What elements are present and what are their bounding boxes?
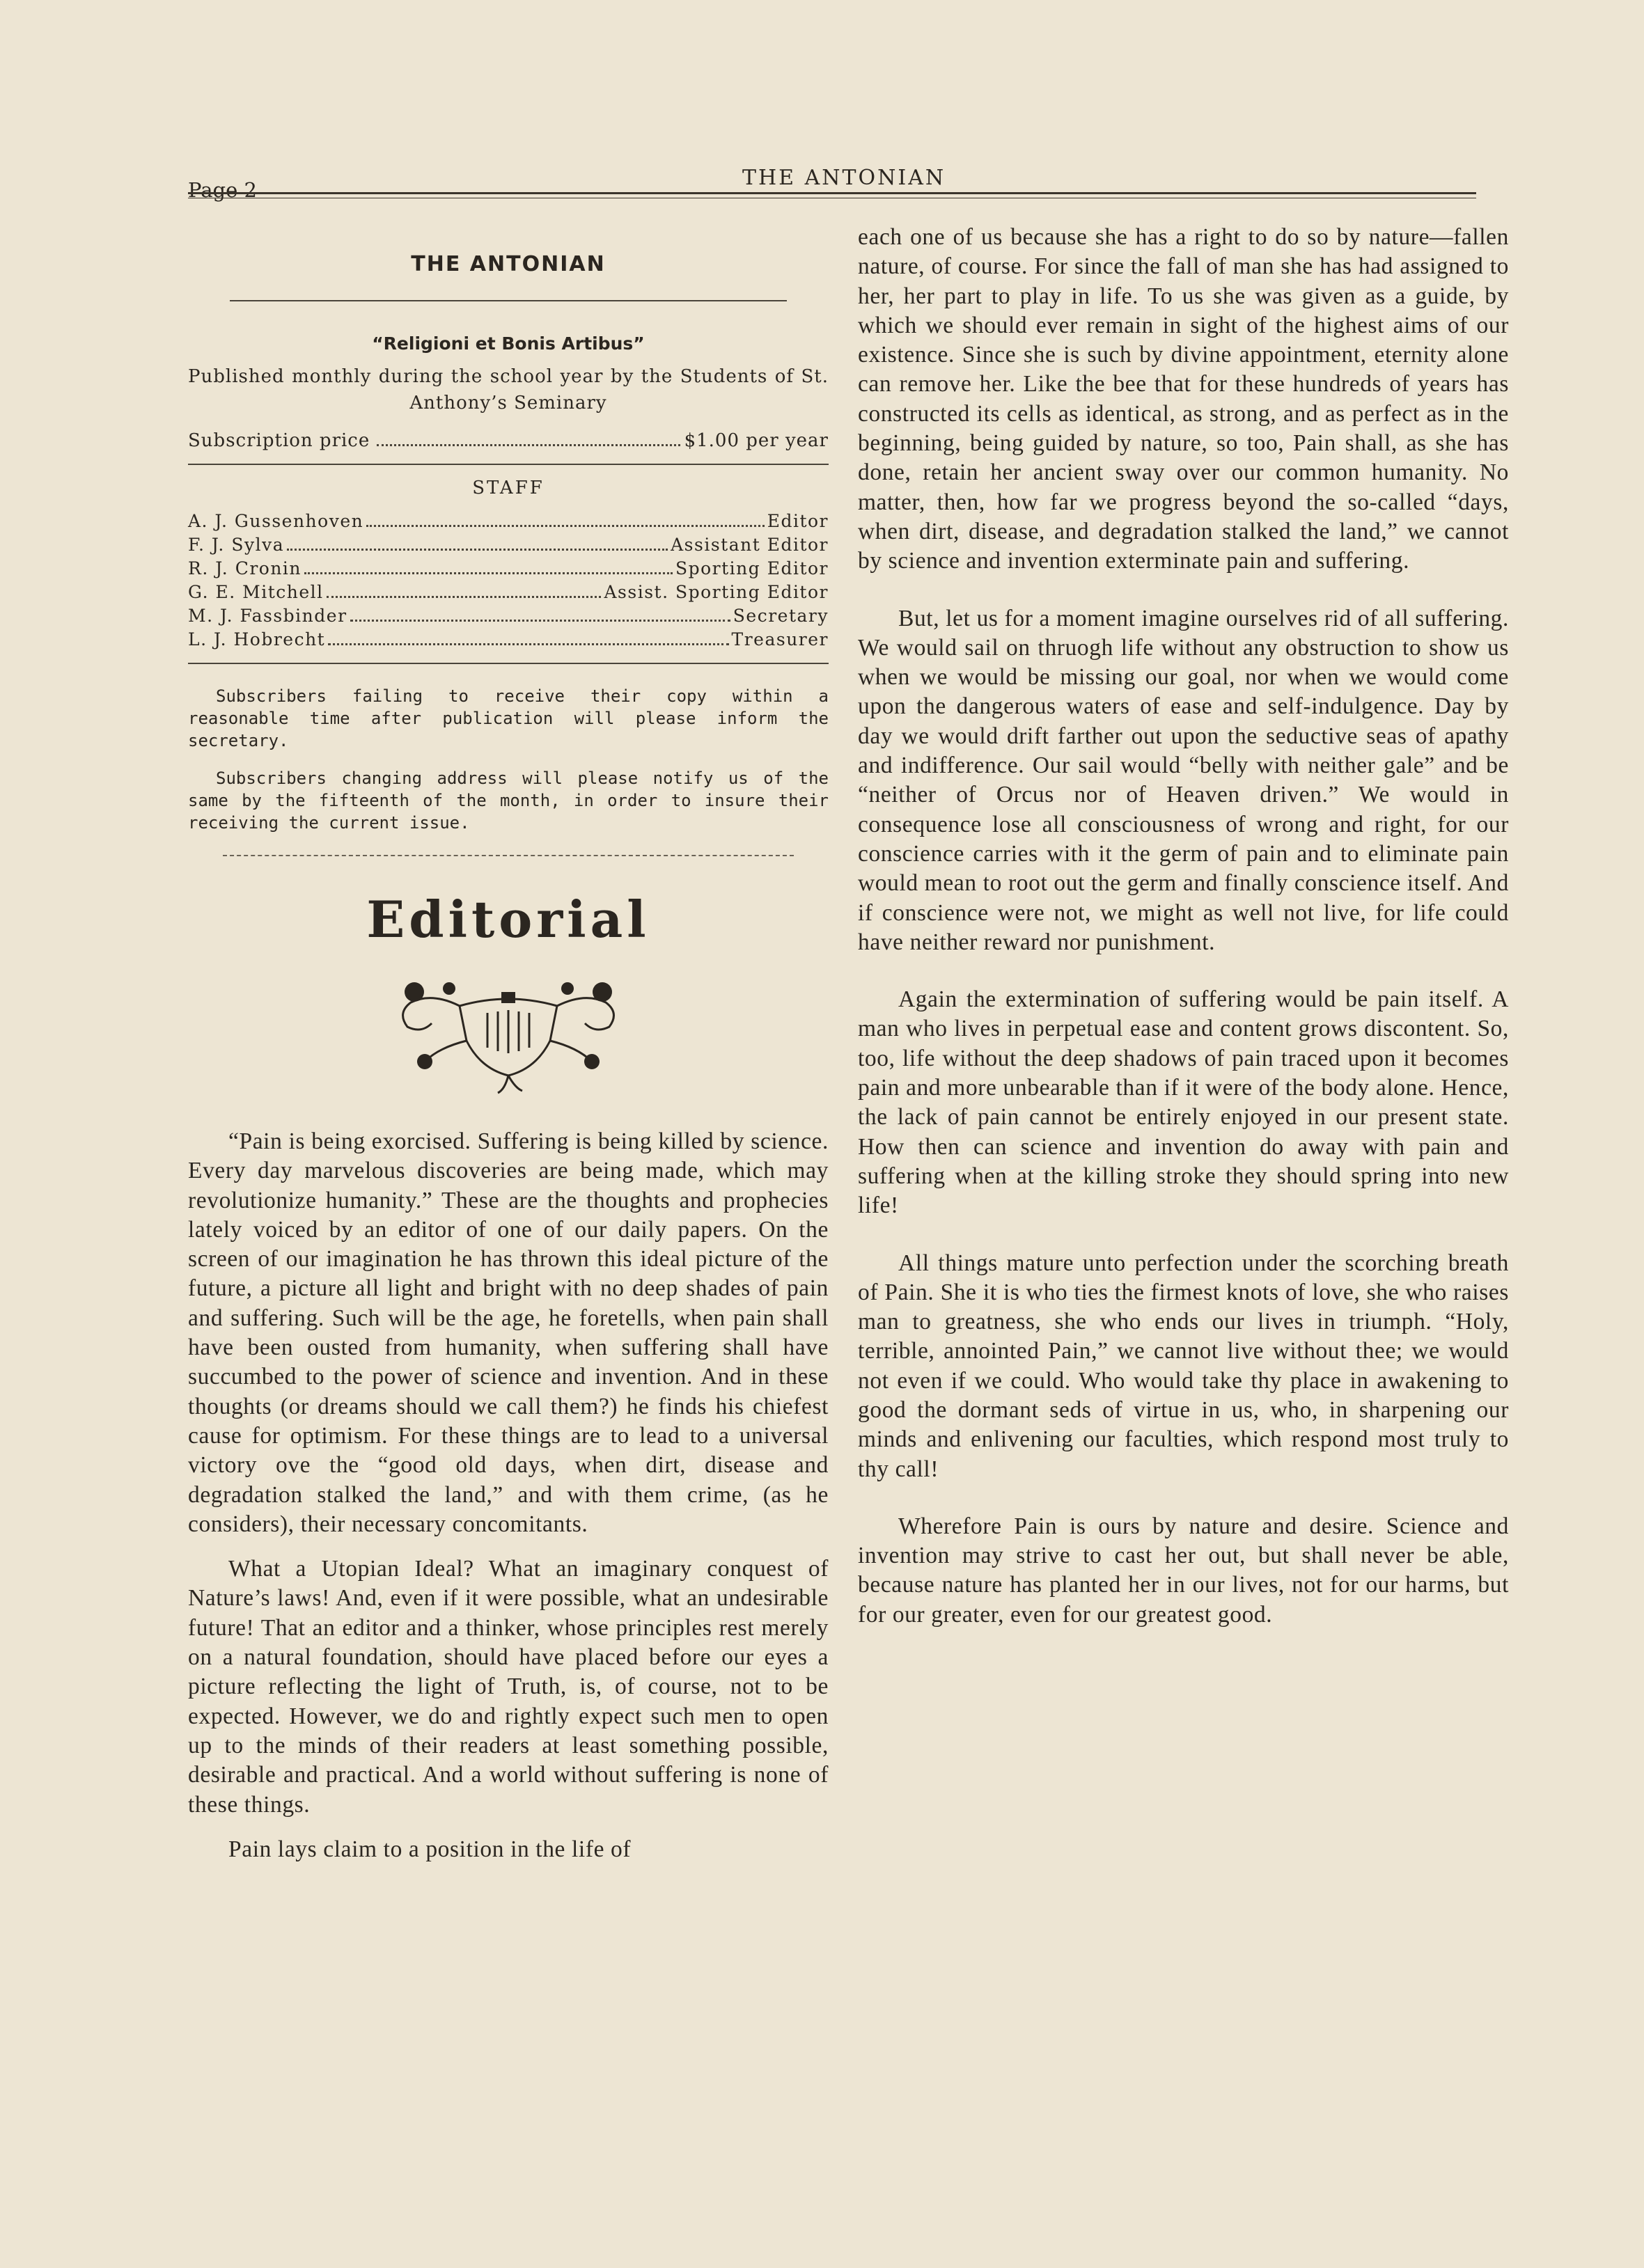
staff-name: F. J. Sylva (188, 535, 285, 555)
staff-row (188, 581, 829, 604)
staff-row (188, 510, 829, 533)
dot-leader (304, 572, 673, 574)
running-title: THE ANTONIAN (742, 166, 946, 190)
editorial-paragraph: Wherefore Pain is ours by nature and desire. Science and invention may strive to cast her out, but shall never be able, because nature has planted her in our lives, not for our harms, but for our greater, even for our greatest good. (858, 1513, 1509, 1628)
masthead-title: THE ANTONIAN (411, 252, 606, 276)
staff-list (188, 510, 829, 652)
editorial-paragraph: “Pain is being exorcised. Suffering is being killed by science. Every day marvelous discoveries are being made, which may revolutionize humanity.” These are the thoughts and prophecies lately voiced by an editor of one of our daily papers. On the screen of our imagination he has thrown this ideal picture of the future, a picture all light and bright with no deep shades of pain and suffering. Such will be the age, he foretells, when pain shall have been ousted from humanity, when suffering shall have succumbed to the power of science and invention. And in these thoughts (or dreams should we call them?) he finds his chiefest cause for optimism. For these things are to lead to a universal victory ove the “good old days, when dirt, disease and degradation stalked the land,” and with them crime, (as he considers), their necessary concomitants. (188, 1128, 829, 1537)
paragraph-gap (188, 1820, 829, 1835)
page-number: Page 2 (188, 178, 257, 202)
masthead-motto: “Religioni et Bonis Artibus” (372, 333, 645, 354)
subscription-label: Subscription price (188, 430, 370, 451)
dot-leader (377, 444, 680, 446)
paragraph-gap (858, 1221, 1509, 1249)
editorial-paragraph: Again the extermination of suffering would be pain itself. A man who lives in perpetual ease and content grows discontent. So, too, life without the deep shadows of pain traced upon it becomes pain and more unbearable than if it were of the body alone. Hence, the lack of pain cannot be entirely enjoyed in our present state. How then can science and invention do away with pain and suffering when at the killing stroke they should spring into new life! (858, 986, 1509, 1219)
staff-role: Assist. Sporting Editor (604, 582, 829, 602)
subscription-price: $1.00 per year (684, 430, 829, 451)
staff-role: Sporting Editor (675, 558, 829, 578)
notice-address: Subscribers changing address will please notify us of the same by the fifteenth of the month, in order to insure their receiving the current issue. (188, 769, 829, 833)
paragraph-gap (858, 1484, 1509, 1512)
editorial-left-text (188, 1127, 829, 1864)
ornament-icon (383, 964, 634, 1103)
staff-role: Secretary (733, 606, 829, 626)
staff-name: M. J. Fassbinder (188, 606, 347, 626)
editorial-paragraph: But, let us for a moment imagine ourselves rid of all suffering. We would sail on thruogh life without any obstruction to show us when we would be missing our goal, nor when we would come upon the dangerous waters of ease and self-indulgence. Day by day we would drift farther out upon the seductive seas of apathy and indifference. Our sail would “belly with neither gale” and be “neither of Orcus nor of Heaven driven.” We would in consequence lose all consciousness of wrong and right, for our conscience carries with it the germ of pain and to eliminate pain would mean to root out the germ and finally conscience itself. And if conscience were not, we might as well not live, for life could have neither reward nor punishment. (858, 605, 1509, 955)
editorial-paragraph: What a Utopian Ideal? What an imaginary conquest of Nature’s laws! And, even if it were possible, what an undesirable future! That an editor and a thinker, whose principles rest merely on a natural foundation, should have placed before our eyes a picture reflecting the light of Truth, is, of course, not to be expected. However, we do and rightly expect such men to open up to the minds of their readers at least something possible, desirable and practical. And a world without suffering is none of these things. (188, 1556, 829, 1818)
staff-name: L. J. Hobrecht (188, 629, 326, 649)
staff-row (188, 604, 829, 628)
notice-copy: Subscribers failing to receive their copy within a reasonable time after publication will please inform the secretary. (188, 686, 829, 750)
editorial-paragraph: All things mature unto perfection under the scorching breath of Pain. She it is who ties the firmest knots of love, she who raises man to greatness, she who ends our lives in triumph. “Holy, terrible, annointed Pain,” we cannot live without thee; we would not even if we could. Who would take thy place in awakening to good the dormant seds of virtue in us, who, in sharpening our minds and enlivening our faculties, which respond most truly to thy call! (858, 1250, 1509, 1482)
dot-leader (366, 525, 764, 527)
staff-name: G. E. Mitchell (188, 582, 324, 602)
editorial-heading: Editorial (366, 890, 650, 949)
dot-leader (328, 643, 728, 645)
staff-divider (188, 663, 829, 664)
subscription-row (188, 430, 829, 451)
publication-info: Published monthly during the school year by the Students of St. Anthony’s Seminary (188, 366, 829, 414)
staff-row (188, 557, 829, 581)
paragraph-gap (858, 957, 1509, 985)
staff-name: A. J. Gussenhoven (188, 511, 364, 531)
right-column (858, 223, 1509, 1630)
left-column (188, 209, 829, 1864)
header-rule (188, 192, 1476, 194)
staff-name: R. J. Cronin (188, 558, 302, 578)
notice-divider (223, 855, 794, 856)
staff-row (188, 533, 829, 557)
paragraph-gap (858, 576, 1509, 604)
staff-role: Assistant Editor (671, 535, 829, 555)
masthead-divider (230, 300, 787, 301)
paragraph-gap (188, 1539, 829, 1554)
editorial-paragraph: Pain lays claim to a position in the life of (228, 1836, 632, 1862)
editorial-paragraph: each one of us because she has a right to do so by nature—fallen nature, of course. For since the fall of man she has had assigned to her, her part to play in life. To us she was given as a guide, by which we should ever remain in sight of the highest aims of our existence. Since she is such by divine appointment, eternity alone can remove her. Like the bee that for these hundreds of years has constructed its cells as identical, as strong, and as perfect as in the beginning, being guided by nature, so too, Pain shall, as she has done, retain her ancient sway over our common humanity. No matter, then, how far we progress beyond the so-called “days, when dirt, disease, and degradation stalked the land,” we cannot by science and invention exterminate pain and suffering. (858, 224, 1509, 574)
dot-leader (287, 549, 668, 551)
staff-row (188, 628, 829, 652)
page-header (188, 166, 1476, 202)
staff-title: STAFF (472, 478, 545, 498)
dot-leader (350, 620, 730, 622)
staff-role: Treasurer (731, 629, 829, 649)
dot-leader (327, 596, 602, 598)
subscription-divider (188, 464, 829, 465)
staff-role: Editor (767, 511, 829, 531)
